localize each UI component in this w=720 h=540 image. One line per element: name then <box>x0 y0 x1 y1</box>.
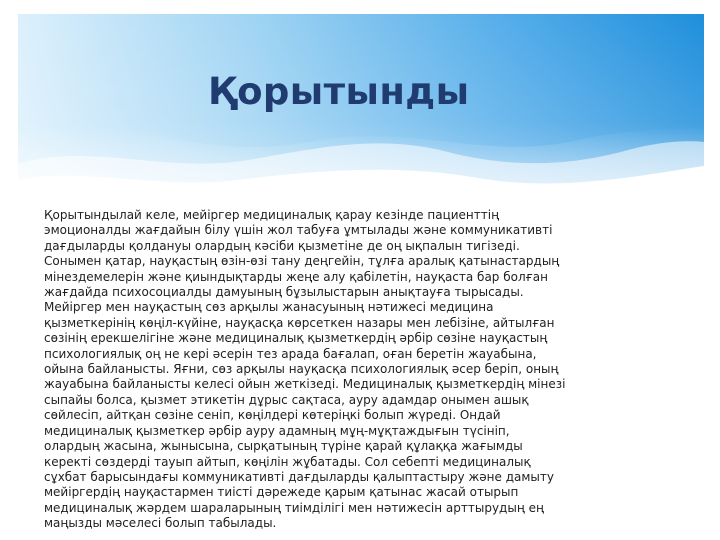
conclusion-paragraph: Қорытындылай келе, мейіргер медициналық қарау кезінде пациенттің эмоционалды жағдайын білу үшін жол табуға ұмтылады және коммуникативті дағдыларды қолдануы олардың кәсіби қызметіне де оң ықпалын тигізеді. Сонымен қатар, науқастың өзін-өзі тану деңгейін, тұлға аралық қатынастардың мінездемелерін және қиындықтарды жеңе алу қабілетін, науқаста бар болған жағдайда психосоциалды дамуының бұзылыстарын анықтауға тырысады. Мейіргер мен науқастың сөз арқылы жанасуының нәтижесі медицина қызметкерінің көңіл-күйіне, науқасқа көрсеткен назары мен лебізіне, айтылған сөзінің ерекшелігіне және медициналық қызметкердің әрбір сөзіне науқастың психологиялық оң не кері әсерін тез арада бағалап, оған беретін жауабына, ойына байланысты. Яғни, сөз арқылы науқасқа психологиялық әсер беріп, оның жауабына байланысты келесі ойын жеткізеді. Медициналық қызметкердің мінезі сыпайы болса, қызмет этикетін дұрыс сақтаса, ауру адамдар онымен ашық сөйлесіп, айтқан сөзіне сеніп, көңілдері көтеріңкі болып жүреді. Ондай медициналық қызметкер әрбір ауру адамның мұң-мұқтаждығын түсініп, олардың жасына, жынысына, сырқатының түріне қарай құлаққа жағымды керекті сөздерді тауып айтып, көңілін жұбатады. Сол себепті медициналық сұхбат барысындағы коммуникативті дағдыларды қалыптастыру және дамыту мейіргердің науқастармен тиісті дәрежеде қарым қатынас жасай отырып медициналық жәрдем шараларының тиімділігі мен нәтижесін арттырудың ең маңызды мәселесі болып табылады. <box>44 208 566 531</box>
slide-title: Қорытынды <box>208 70 470 113</box>
